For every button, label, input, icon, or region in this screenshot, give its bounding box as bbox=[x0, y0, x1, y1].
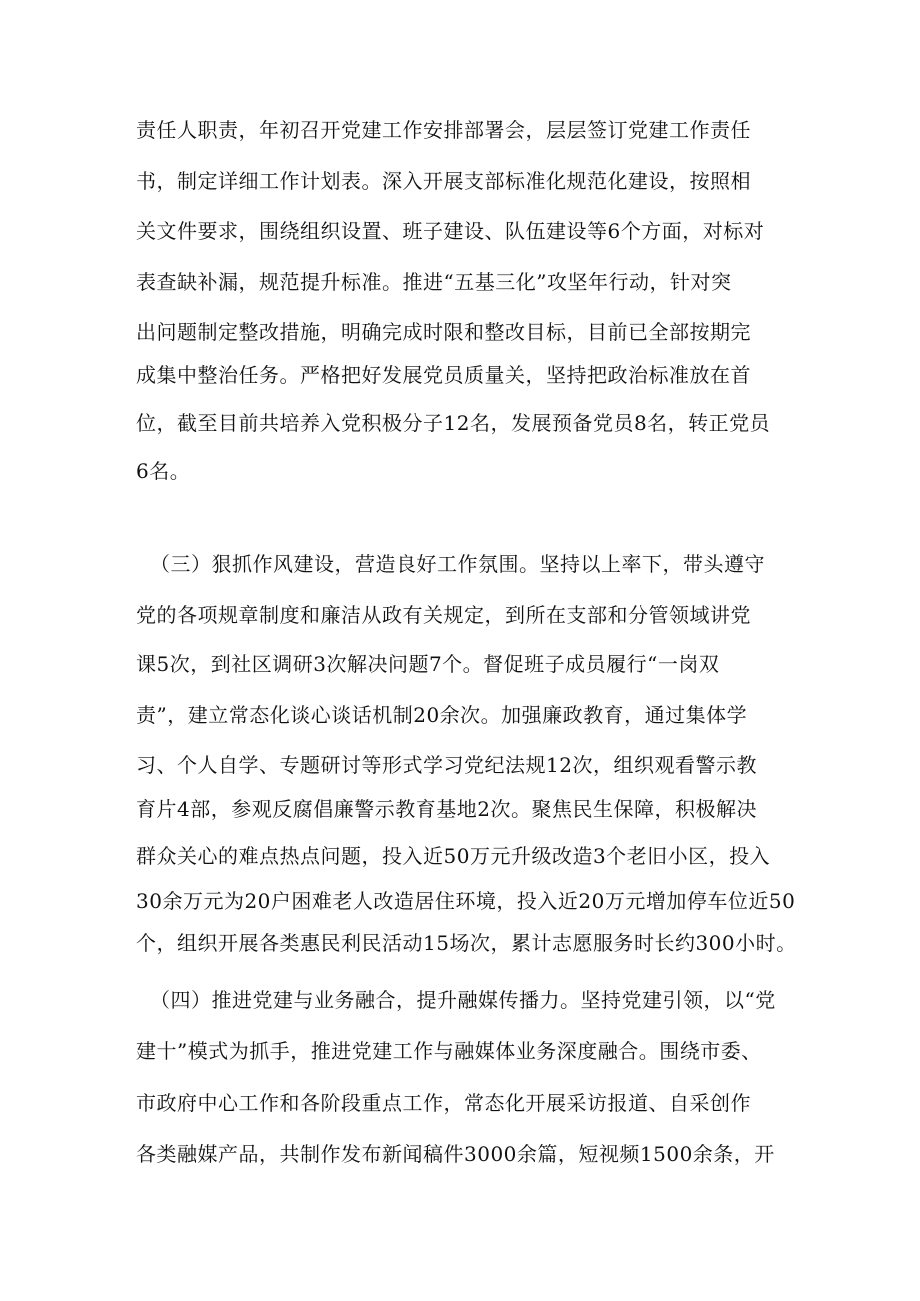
text-line: 表查缺补漏，规范提升标准。推进“五基三化”攻坚年行动，针对突 bbox=[136, 270, 732, 294]
section-heading-line: （四）推进党建与业务融合，提升融媒传播力。坚持党建引领，以“党 bbox=[150, 988, 776, 1012]
text-line: 建十”模式为抓手，推进党建工作与融媒体业务深度融合。围绕市委、 bbox=[136, 1039, 762, 1063]
text-line: 课5次，到社区调研3次解决问题7个。督促班子成员履行“一岗双 bbox=[136, 652, 720, 676]
section-heading-line: （三）狠抓作风建设，营造良好工作氛围。坚持以上率下，带头遵守 bbox=[150, 552, 765, 576]
text-line: 习、个人自学、专题研讨等形式学习党纪法规12次，组织观看警示教 bbox=[136, 753, 757, 777]
text-line: 育片4部，参观反腐倡廉警示教育基地2次。聚焦民生保障，积极解决 bbox=[136, 797, 757, 821]
text-line: 30余万元为20户困难老人改造居住环境，投入近20万元增加停车位近50 bbox=[136, 889, 796, 913]
text-line: 市政府中心工作和各阶段重点工作，常态化开展采访报道、自采创作 bbox=[136, 1091, 751, 1115]
text-line: 出问题制定整改措施，明确完成时限和整改目标，目前已全部按期完 bbox=[136, 320, 751, 344]
text-line: 各类融媒产品，共制作发布新闻稿件3000余篇，短视频1500余条，开 bbox=[136, 1142, 775, 1166]
text-line: 责”，建立常态化谈心谈话机制20余次。加强廉政教育，通过集体学 bbox=[136, 703, 748, 727]
text-line: 成集中整治任务。严格把好发展党员质量关，坚持把政治标准放在首 bbox=[136, 363, 751, 387]
text-line: 书，制定详细工作计划表。深入开展支部标准化规范化建设，按照相 bbox=[136, 169, 751, 193]
text-line: 群众关心的难点热点问题，投入近50万元升级改造3个老旧小区，投入 bbox=[136, 844, 771, 868]
text-line: 党的各项规章制度和廉洁从政有关规定，到所在支部和分管领域讲党 bbox=[136, 603, 751, 627]
text-line: 位，截至目前共培养入党积极分子12名，发展预备党员8名，转正党员 bbox=[136, 411, 771, 435]
text-line: 6名。 bbox=[136, 459, 191, 483]
text-line: 关文件要求，围绕组织设置、班子建设、队伍建设等6个方面，对标对 bbox=[136, 219, 765, 243]
text-line: 责任人职责，年初召开党建工作安排部署会，层层签订党建工作责任 bbox=[136, 118, 751, 142]
text-line: 个，组织开展各类惠民利民活动15场次，累计志愿服务时长约300小时。 bbox=[136, 931, 797, 955]
